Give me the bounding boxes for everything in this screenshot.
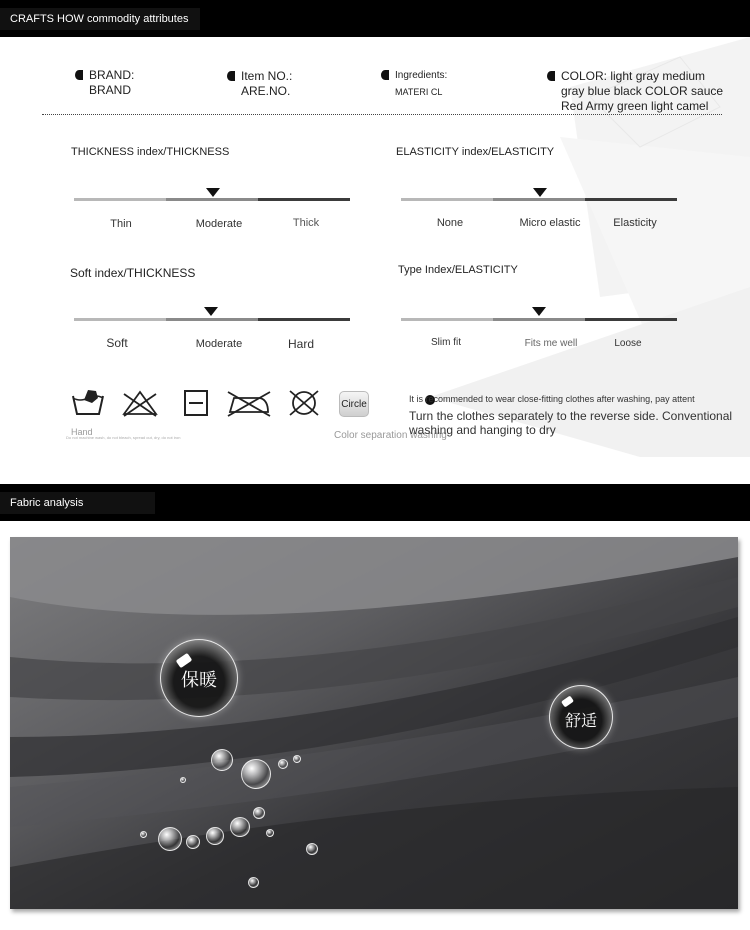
thickness-index-title: THICKNESS index/THICKNESS (71, 146, 230, 158)
soft-index-title: Soft index/THICKNESS (70, 266, 196, 280)
attributes-header-title: CRAFTS HOW commodity attributes (0, 8, 200, 30)
water-drop (241, 759, 271, 789)
no-dry-clean-icon (286, 388, 322, 418)
attr-color-value: gray blue black COLOR sauce (561, 84, 724, 98)
attr-color-label: COLOR: light gray medium (561, 69, 706, 83)
attr-ingredients-value: MATERI CL (395, 87, 443, 97)
water-drop (293, 755, 301, 763)
fabric-header-title: Fabric analysis (0, 492, 155, 514)
bullet-icon (547, 71, 555, 81)
thickness-label-moderate: Moderate (195, 218, 243, 230)
water-drop (140, 831, 147, 838)
thickness-label-thin: Thin (110, 218, 132, 230)
soft-scale (74, 318, 350, 321)
thickness-marker-icon (206, 188, 220, 197)
water-drop (278, 759, 288, 769)
attr-ingredients (395, 68, 447, 100)
bullet-icon (75, 70, 83, 80)
type-label-fits-me-well: Fits me well (524, 338, 578, 349)
elasticity-label-none: None (436, 217, 464, 229)
attr-item-no (241, 69, 292, 99)
thickness-label-thick: Thick (292, 217, 320, 229)
attr-item-no-value: ARE.NO. (241, 84, 291, 98)
hand-wash-icon (70, 388, 106, 418)
care-note-1: It is recommended to wear close-fitting clothes after washing, pay attent (409, 394, 695, 404)
type-label-slim-fit: Slim fit (431, 337, 461, 348)
water-drop (158, 827, 182, 851)
dotted-divider (42, 114, 722, 115)
circle-label: Circle (341, 398, 367, 410)
water-drop (211, 749, 233, 771)
care-note-3: washing and hanging to dry (409, 423, 556, 437)
attr-brand-value: BRAND (89, 83, 132, 97)
care-tiny-note: Do not machine wash, do not bleach, spread out, dry, do not iron (66, 435, 181, 440)
water-drop (186, 835, 200, 849)
elasticity-marker-icon (533, 188, 547, 197)
comfort-label: 舒适 (564, 711, 597, 730)
soft-label-hard: Hard (287, 337, 314, 351)
attr-brand (89, 68, 134, 98)
comfort-bubble (549, 685, 613, 749)
water-drop (253, 807, 265, 819)
attributes-header-bar (0, 0, 750, 37)
water-drop (230, 817, 250, 837)
elasticity-scale (401, 198, 677, 201)
fabric-header-bar (0, 484, 750, 521)
hand-label: Hand (71, 427, 93, 437)
soft-label-moderate: Moderate (195, 338, 243, 350)
separation-label: Color separation washing (334, 430, 447, 441)
soft-label-soft: Soft (106, 336, 128, 350)
warmth-label: 保暖 (181, 670, 217, 691)
elasticity-index-title: ELASTICITY index/ELASTICITY (396, 146, 555, 158)
water-drop (180, 777, 186, 783)
fabric-texture-image (10, 537, 738, 909)
thickness-scale (74, 198, 350, 201)
attr-color (561, 69, 746, 114)
dry-flat-icon (178, 388, 214, 418)
elasticity-label-elasticity: Elasticity (613, 217, 657, 229)
no-iron-icon (226, 388, 272, 418)
soft-marker-icon (204, 307, 218, 316)
bullet-icon (381, 70, 389, 80)
type-marker-icon (532, 307, 546, 316)
care-note-2: Turn the clothes separately to the reverse side. Conventional (409, 409, 733, 423)
circle-icon (339, 391, 369, 417)
type-label-loose: Loose (614, 338, 642, 349)
no-bleach-icon (122, 388, 158, 418)
elasticity-label-micro-elastic: Micro elastic (519, 217, 581, 229)
bullet-icon (227, 71, 235, 81)
type-index-title: Type Index/ELASTICITY (398, 264, 518, 276)
type-scale (401, 318, 677, 321)
attr-color-value-2: Red Army green light camel (561, 99, 709, 113)
attr-item-no-label: Item NO.: (241, 69, 293, 83)
shine-icon (561, 695, 574, 707)
water-drop (206, 827, 224, 845)
warmth-bubble (160, 639, 238, 717)
water-drop (306, 843, 318, 855)
water-drop (248, 877, 259, 888)
water-drop (266, 829, 274, 837)
attr-brand-label: BRAND: (89, 68, 135, 82)
attr-ingredients-label: Ingredients: (395, 70, 448, 81)
fabric-photo (10, 537, 738, 909)
